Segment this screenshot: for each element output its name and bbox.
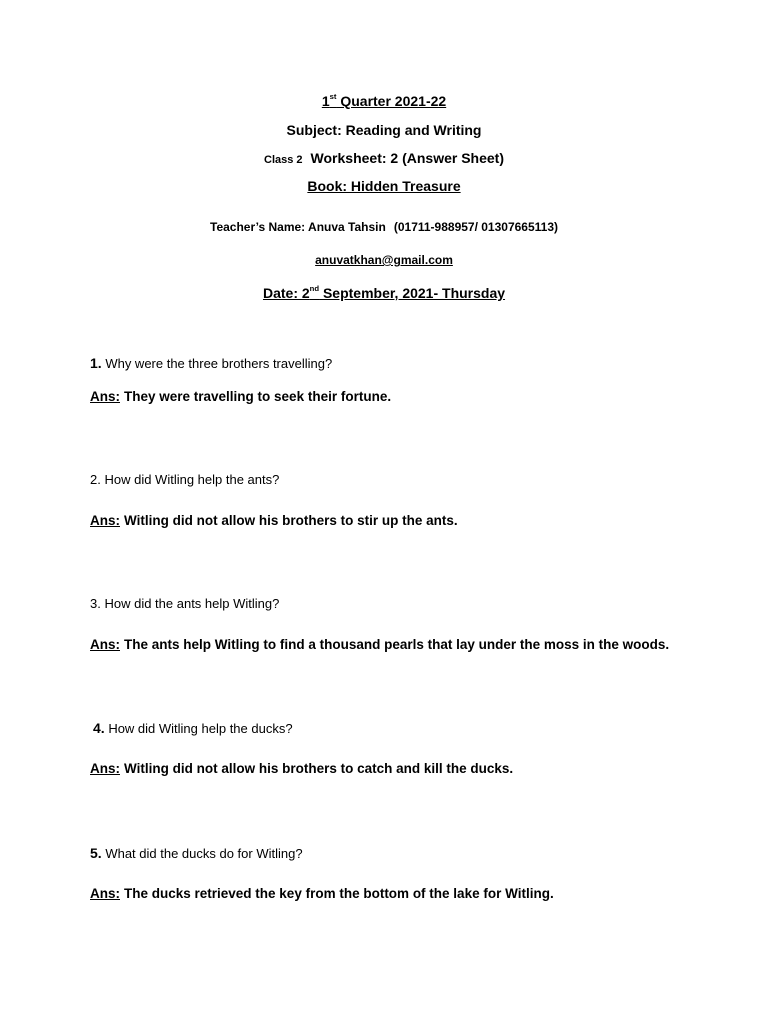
class-label: Class 2: [264, 154, 303, 166]
quarter-heading: [0, 93, 768, 109]
answer-label: Ans:: [90, 389, 120, 404]
answer-label: Ans:: [90, 637, 120, 652]
question-text: What did the ducks do for Witling?: [105, 846, 303, 861]
question-number: 3.: [90, 596, 101, 611]
subject-heading: Subject: Reading and Writing: [286, 122, 482, 138]
question-text: How did Witling help the ants?: [104, 472, 280, 487]
answer-text: The ants help Witling to find a thousand pearls that lay under the moss in the woods.: [124, 637, 670, 652]
quarter-text: Quarter 2021-22: [336, 93, 447, 109]
question-text: Why were the three brothers travelling?: [105, 356, 333, 371]
quarter-ordinal: st: [329, 92, 337, 102]
question-2: [90, 472, 279, 487]
question-4: [93, 720, 293, 736]
answer-3: [90, 637, 669, 652]
class-worksheet-heading: [0, 150, 768, 166]
answer-1: [90, 389, 391, 404]
worksheet-label: Worksheet: 2 (Answer Sheet): [310, 150, 504, 166]
book-heading: Book: Hidden Treasure: [307, 178, 461, 194]
answer-4: [90, 761, 513, 776]
answer-2: [90, 513, 458, 528]
question-5: [90, 845, 303, 861]
teacher-phone: (01711-988957/ 01307665113): [393, 220, 558, 234]
answer-label: Ans:: [90, 886, 120, 901]
date-ordinal: nd: [309, 284, 320, 294]
question-1: [90, 355, 332, 371]
question-3: [90, 596, 279, 611]
question-number: 4.: [93, 720, 105, 736]
date-text: September, 2021- Thursday: [319, 285, 506, 301]
teacher-info: [0, 220, 768, 234]
question-text: How did the ants help Witling?: [104, 596, 280, 611]
answer-text: They were travelling to seek their fortune.: [124, 389, 392, 404]
teacher-email[interactable]: anuvatkhan@gmail.com: [315, 253, 453, 267]
quarter-number: 1: [321, 93, 330, 109]
answer-text: Witling did not allow his brothers to catch and kill the ducks.: [124, 761, 514, 776]
date-heading: [0, 285, 768, 301]
answer-label: Ans:: [90, 761, 120, 776]
answer-text: Witling did not allow his brothers to stir up the ants.: [124, 513, 458, 528]
question-text: How did Witling help the ducks?: [108, 721, 293, 736]
question-number: 2.: [90, 472, 101, 487]
teacher-name: Teacher’s Name: Anuva Tahsin: [210, 220, 386, 234]
answer-5: [90, 886, 554, 901]
question-number: 1.: [90, 355, 102, 371]
question-number: 5.: [90, 845, 102, 861]
date-prefix: Date: 2: [262, 285, 310, 301]
answer-label: Ans:: [90, 513, 120, 528]
answer-text: The ducks retrieved the key from the bottom of the lake for Witling.: [124, 886, 554, 901]
